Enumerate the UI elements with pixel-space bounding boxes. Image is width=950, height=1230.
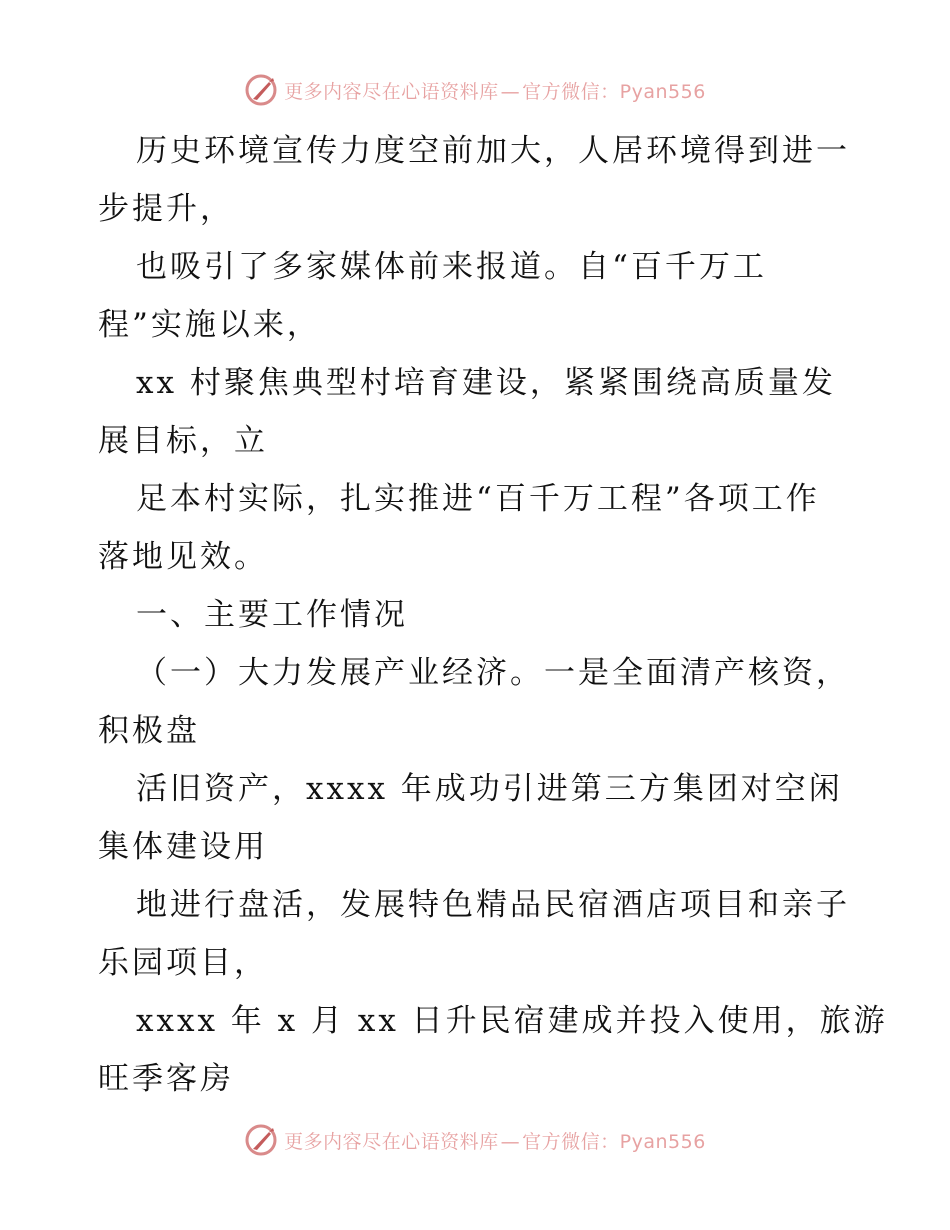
paragraph-line: 步提升， bbox=[98, 191, 234, 227]
watermark-title: 更多内容尽在心语资料库 bbox=[284, 1130, 499, 1153]
paragraph-line: xxxx 年 x 月 xx 日升民宿建成并投入使用，旅游 bbox=[136, 1003, 888, 1039]
watermark-footer bbox=[0, 1120, 950, 1160]
watermark-text bbox=[284, 77, 706, 104]
watermark-contact: 官方微信：Pyan556 bbox=[522, 80, 706, 103]
paragraph-line: 落地见效。 bbox=[98, 539, 268, 575]
watermark-separator: — bbox=[500, 1130, 521, 1153]
watermark-text bbox=[284, 1127, 706, 1154]
paragraph-line: 积极盘 bbox=[98, 713, 200, 749]
watermark-title: 更多内容尽在心语资料库 bbox=[284, 80, 499, 103]
paragraph-line: xx 村聚焦典型村培育建设，紧紧围绕高质量发 bbox=[136, 365, 836, 401]
watermark-contact: 官方微信：Pyan556 bbox=[522, 1130, 706, 1153]
feather-pen-circle-icon bbox=[244, 1123, 278, 1157]
paragraph-line: 地进行盘活，发展特色精品民宿酒店项目和亲子 bbox=[136, 887, 850, 923]
document-body bbox=[98, 122, 888, 1108]
paragraph-line: 集体建设用 bbox=[98, 829, 268, 865]
watermark-separator: — bbox=[500, 80, 521, 103]
feather-pen-circle-icon bbox=[244, 73, 278, 107]
paragraph-line: 足本村实际，扎实推进“百千万工程”各项工作 bbox=[136, 481, 820, 517]
watermark-header bbox=[0, 70, 950, 110]
paragraph-line: 程”实施以来， bbox=[98, 307, 321, 343]
paragraph-line: 乐园项目， bbox=[98, 945, 268, 981]
paragraph-line: 旺季客房 bbox=[98, 1061, 234, 1097]
paragraph-line: 历史环境宣传力度空前加大，人居环境得到进一 bbox=[136, 133, 850, 169]
paragraph-line: 展目标，立 bbox=[98, 423, 268, 459]
section-heading: 一、主要工作情况 bbox=[136, 597, 408, 633]
paragraph-line: 也吸引了多家媒体前来报道。自“百千万工 bbox=[136, 249, 767, 285]
paragraph-line: （一）大力发展产业经济。一是全面清产核资， bbox=[136, 655, 850, 691]
paragraph-line: 活旧资产，xxxx 年成功引进第三方集团对空闲 bbox=[136, 771, 843, 807]
